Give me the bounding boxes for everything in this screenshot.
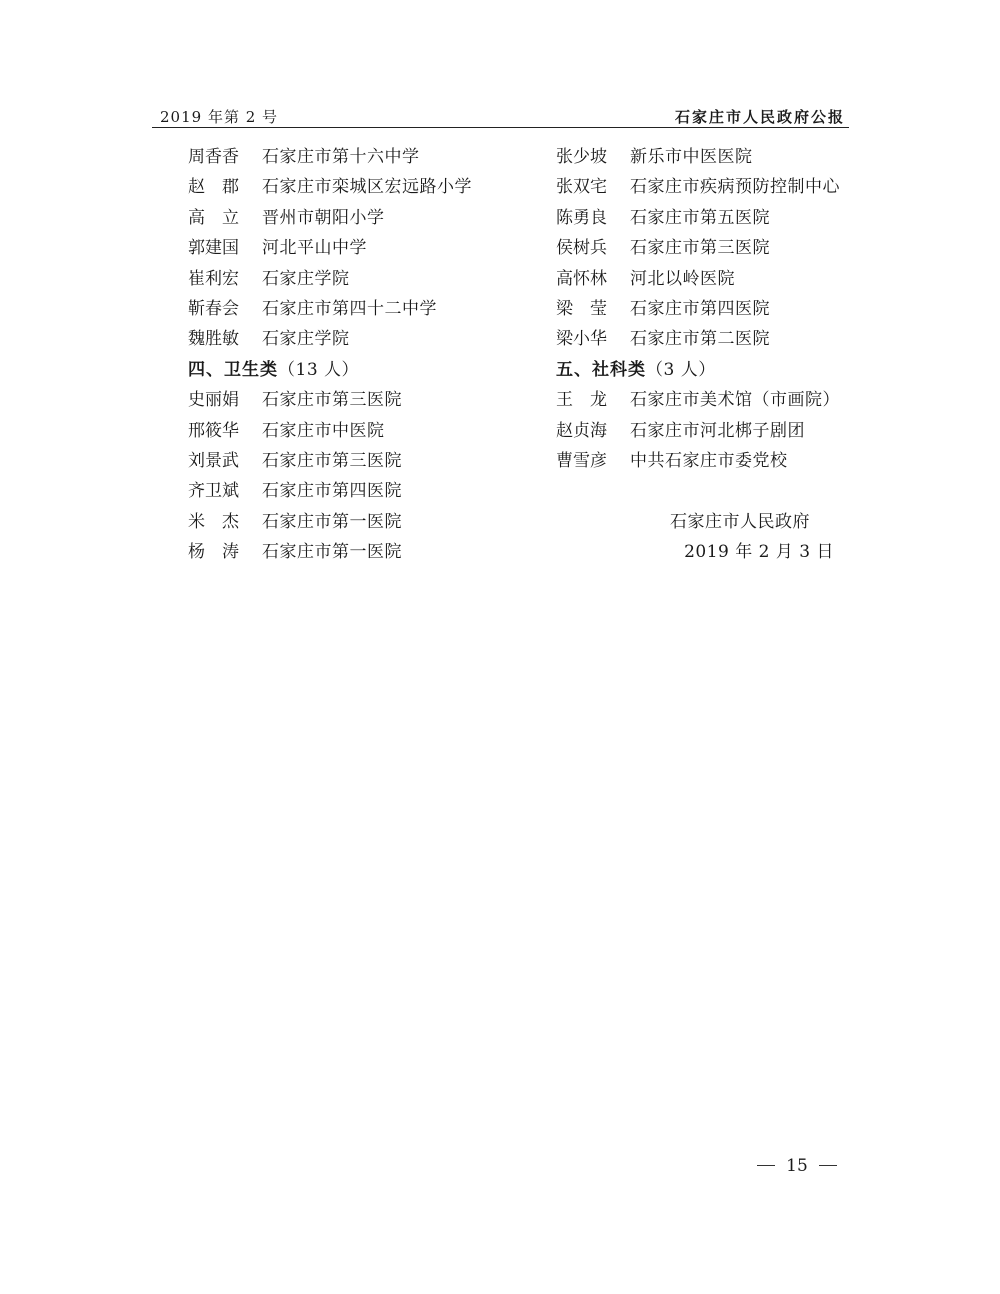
list-item: [188, 264, 472, 294]
organization: 新乐市中医医院: [630, 147, 753, 167]
organization: 石家庄市第十六中学: [262, 147, 420, 167]
left-column: [188, 142, 472, 567]
person-name: 靳春会: [188, 298, 239, 319]
page-number: 15: [786, 1156, 808, 1176]
list-item: [556, 324, 840, 354]
organization: 晋州市朝阳小学: [262, 207, 385, 228]
person-name: 曹雪彦: [556, 450, 607, 471]
person-name: 齐卫斌: [188, 481, 239, 502]
list-item: [556, 294, 840, 324]
page-header: [152, 103, 849, 128]
list-item: [188, 385, 472, 415]
organization: 石家庄市疾病预防控制中心: [630, 177, 840, 198]
list-item: [556, 172, 840, 202]
list-item: [556, 264, 840, 294]
person-name: 郭建国: [188, 238, 239, 259]
organization: 石家庄市河北梆子剧团: [630, 420, 805, 441]
person-name: 邢筱华: [188, 420, 239, 441]
signature-date: 2019 年 2 月 3 日: [684, 542, 834, 563]
list-item: [188, 416, 472, 446]
list-item: [188, 233, 472, 263]
organization: 石家庄市第一医院: [262, 542, 402, 563]
section-heading-social-science: [556, 355, 840, 385]
section-heading-health: [188, 355, 472, 385]
person-name: 魏胜敏: [188, 329, 239, 350]
organization: 石家庄市第三医院: [262, 390, 402, 411]
section-title: 四、卫生类: [188, 359, 278, 380]
person-name: 陈勇良: [556, 207, 607, 228]
signature-organization: 石家庄市人民政府: [670, 512, 810, 532]
organization: 石家庄学院: [262, 268, 350, 289]
list-item: [188, 324, 472, 354]
list-item: [188, 142, 472, 172]
list-item: [188, 446, 472, 476]
person-name: 赵 郡: [188, 177, 239, 198]
organization: 石家庄市第二医院: [630, 329, 770, 350]
person-name: 史丽娟: [188, 390, 239, 411]
organization: 石家庄市栾城区宏远路小学: [262, 177, 472, 198]
list-item: [556, 416, 840, 446]
issue-label: 2019 年第 2 号: [160, 108, 279, 126]
organization: 石家庄市第四医院: [262, 481, 402, 502]
person-name: 赵贞海: [556, 420, 607, 441]
section-count: （13 人）: [278, 359, 360, 380]
person-name: 高怀林: [556, 268, 607, 289]
organization: 河北平山中学: [262, 238, 367, 259]
person-name: 崔利宏: [188, 268, 239, 289]
organization: 石家庄学院: [262, 329, 350, 350]
list-item: [188, 507, 472, 537]
list-item: [556, 142, 840, 172]
list-item: [188, 172, 472, 202]
signature-block: [556, 507, 846, 568]
publication-title: 石家庄市人民政府公报: [674, 108, 845, 126]
list-item: [556, 385, 840, 415]
person-name: 杨 涛: [188, 542, 239, 563]
organization: 石家庄市第三医院: [630, 238, 770, 259]
person-name: 刘景武: [188, 450, 239, 471]
footer-dash-right: [819, 1165, 837, 1166]
list-item: [188, 476, 472, 506]
organization: 中共石家庄市委党校: [630, 450, 788, 471]
person-name: 梁小华: [556, 329, 607, 350]
section-title: 五、社科类: [556, 359, 646, 380]
list-item: [188, 294, 472, 324]
organization: 石家庄市第三医院: [262, 450, 402, 471]
organization: 石家庄市中医院: [262, 420, 385, 441]
list-item: [556, 203, 840, 233]
person-name: 高 立: [188, 207, 239, 228]
section-count: （3 人）: [646, 359, 716, 380]
person-name: 侯树兵: [556, 238, 607, 259]
list-item: [556, 233, 840, 263]
organization: 石家庄市美术馆（市画院）: [630, 390, 840, 411]
list-item: [188, 537, 472, 567]
list-item: [188, 203, 472, 233]
person-name: 张双宅: [556, 177, 607, 198]
person-name: 周香香: [188, 147, 239, 167]
page-footer: [755, 1154, 839, 1178]
organization: 石家庄市第五医院: [630, 207, 770, 228]
person-name: 米 杰: [188, 511, 239, 532]
organization: 河北以岭医院: [630, 268, 735, 289]
person-name: 张少坡: [556, 147, 607, 167]
list-item: [556, 446, 840, 476]
person-name: 王 龙: [556, 390, 607, 411]
organization: 石家庄市第四医院: [630, 298, 770, 319]
right-column: [556, 142, 840, 476]
organization: 石家庄市第四十二中学: [262, 298, 437, 319]
person-name: 梁 莹: [556, 298, 607, 319]
organization: 石家庄市第一医院: [262, 511, 402, 532]
